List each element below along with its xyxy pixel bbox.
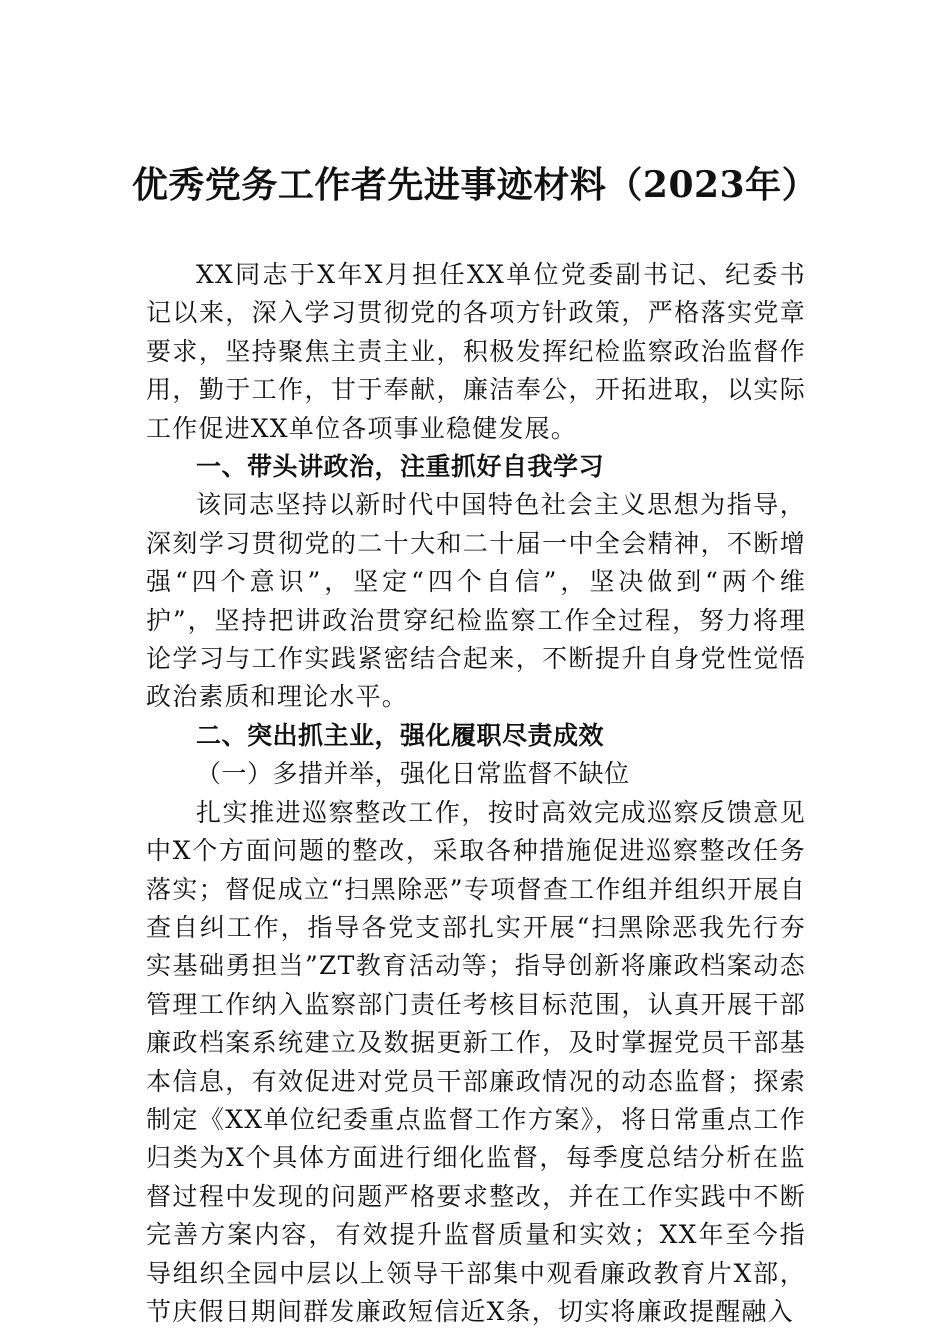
intro-paragraph: XX同志于X年X月担任XX单位党委副书记、纪委书记以来，深入学习贯彻党的各项方针政策，严格落实党章要求，坚持聚焦主责主业，积极发挥纪检监察政治监督作用，勤于工作，甘于奉献，廉洁奉公，开拓进取，以实际工作促进XX单位各项事业稳健发展。: [146, 260, 806, 443]
section-heading-1: 一、带头讲政治，注重抓好自我学习: [196, 452, 605, 482]
subsection-heading-1: （一）多措并举，强化日常监督不缺位: [196, 759, 630, 789]
document-body: [146, 256, 806, 1331]
section-1-paragraph: 该同志坚持以新时代中国特色社会主义思想为指导，深刻学习贯彻党的二十大和二十届一中全会精神，不断增强“四个意识”，坚定“四个自信”，坚决做到“两个维护”，坚持把讲政治贯穿纪检监察工作全过程，努力将理论学习与工作实践紧密结合起来，不断提升自身党性觉悟政治素质和理论水平。: [146, 490, 806, 712]
document-title: 优秀党务工作者先进事迹材料（2023年）: [131, 164, 819, 206]
section-heading-2: 二、突出抓主业，强化履职尽责成效: [196, 720, 605, 750]
subsection-1-paragraph: 扎实推进巡察整改工作，按时高效完成巡察反馈意见中X个方面问题的整改，采取各种措施促进巡察整改任务落实；督促成立“扫黑除恶”专项督查工作组并组织开展自查自纠工作，指导各党支部扎实开展“扫黑除恶我先行夯实基础勇担当”ZT教育活动等；指导创新将廉政档案动态管理工作纳入监察部门责任考核目标范围，认真开展干部廉政档案系统建立及数据更新工作，及时掌握党员干部基本信息，有效促进对党员干部廉政情况的动态监督；探索制定《XX单位纪委重点监督工作方案》，将日常重点工作归类为X个具体方面进行细化监督，每季度总结分析在监督过程中发现的问题严格要求整改，并在工作实践中不断完善方案内容，有效提升监督质量和实效；XX年至今指导组织全园中层以上领导干部集中观看廉政教育片X部，节庆假日期间群发廉政短信近X条，切实将廉政提醒融入: [146, 797, 806, 1326]
